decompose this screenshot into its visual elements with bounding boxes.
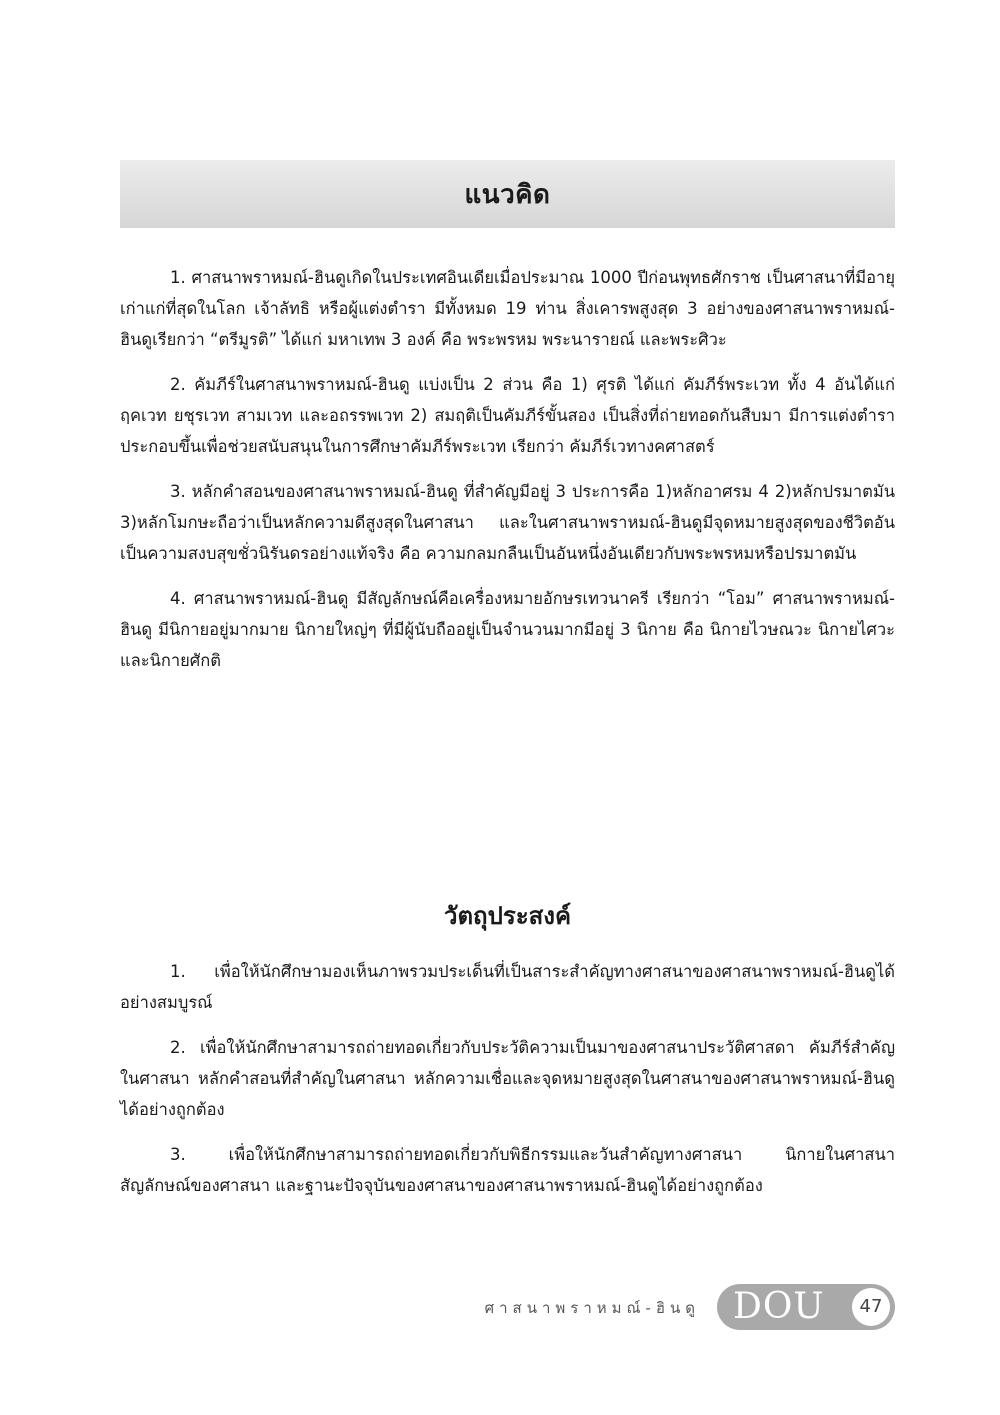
concept-title: แนวคิด bbox=[464, 179, 551, 210]
concept-paragraph-3: 3. หลักคำสอนของศาสนาพราหมณ์-ฮินดู ที่สำคัญมีอยู่ 3 ประการคือ 1)หลักอาศรม 4 2)หลักปรมาตมัน 3)หลักโมกษะถือว่าเป็นหลักความดีสูงสุดในศาสนา และในศาสนาพราหมณ์-ฮินดูมีจุดหมายสูงสุดของชีวิตอันเป็นความสงบสุขชั่วนิรันดรอย่างแท้จริง คือ ความกลมกลืนเป็นอันหนึ่งอันเดียวกับพระพรหมหรือปรมาตมัน bbox=[120, 482, 895, 563]
objective-paragraph-1: 1. เพื่อให้นักศึกษามองเห็นภาพรวมประเด็นที่เป็นสาระสำคัญทางศาสนาของศาสนาพราหมณ์-ฮินดูได้อย่างสมบูรณ์ bbox=[120, 962, 895, 1012]
objective-paragraph-2: 2. เพื่อให้นักศึกษาสามารถถ่ายทอดเกี่ยวกับประวัติความเป็นมาของศาสนาประวัติศาสดา คัมภีร์สำคัญในศาสนา หลักคำสอนที่สำคัญในศาสนา หลักความเชื่อและจุดหมายสูงสุดในศาสนาของศาสนาพราหมณ์-ฮินดูได้อย่างถูกต้อง bbox=[120, 1038, 895, 1119]
page-number: 47 bbox=[852, 1288, 890, 1326]
running-title: ศาสนาพราหมณ์-ฮินดู bbox=[484, 1299, 700, 1317]
dou-logo: DOU bbox=[733, 1286, 825, 1327]
concept-paragraph-2: 2. คัมภีร์ในศาสนาพราหมณ์-ฮินดู แบ่งเป็น 2 ส่วน คือ 1) ศุรติ ได้แก่ คัมภีร์พระเวท ทั้ง 4 อันได้แก่ ฤคเวท ยชุรเวท สามเวท และอถรรพเวท 2) สมฤติเป็นคัมภีร์ขั้นสอง เป็นสิ่งที่ถ่ายทอดกันสืบมา มีการแต่งตำราประกอบขึ้นเพื่อช่วยสนับสนุนในการศึกษาคัมภีร์พระเวท เรียกว่า คัมภีร์เวทางคศาสตร์ bbox=[120, 375, 895, 456]
concept-paragraph-1: 1. ศาสนาพราหมณ์-ฮินดูเกิดในประเทศอินเดียเมื่อประมาณ 1000 ปีก่อนพุทธศักราช เป็นศาสนาที่มีอายุเก่าแก่ที่สุดในโลก เจ้าลัทธิ หรือผู้แต่งตำรา มีทั้งหมด 19 ท่าน สิ่งเคารพสูงสุด 3 อย่างของศาสนาพราหมณ์-ฮินดูเรียกว่า “ตรีมูรติ” ได้แก่ มหาเทพ 3 องค์ คือ พระพรหม พระนารายณ์ และพระศิวะ bbox=[120, 268, 895, 349]
concept-header-banner bbox=[120, 160, 895, 228]
concept-paragraph-4: 4. ศาสนาพราหมณ์-ฮินดู มีสัญลักษณ์คือเครื่องหมายอักษรเทวนาครี เรียกว่า “โอม” ศาสนาพราหมณ์-ฮินดู มีนิกายอยู่มากมาย นิกายใหญ่ๆ ที่มีผู้นับถืออยู่เป็นจำนวนมากมีอยู่ 3 นิกาย คือ นิกายไวษณวะ นิกายไศวะ และนิกายศักติ bbox=[120, 589, 895, 670]
objectives-body bbox=[120, 956, 895, 1215]
concept-body bbox=[120, 262, 895, 690]
page-footer bbox=[0, 1284, 1000, 1330]
objective-paragraph-3: 3. เพื่อให้นักศึกษาสามารถถ่ายทอดเกี่ยวกับพิธีกรรมและวันสำคัญทางศาสนา นิกายในศาสนา สัญลักษณ์ของศาสนา และฐานะปัจจุบันของศาสนาของศาสนาพราหมณ์-ฮินดูได้อย่างถูกต้อง bbox=[120, 1145, 895, 1195]
dou-badge bbox=[717, 1284, 895, 1330]
objectives-title: วัตถุประสงค์ bbox=[443, 902, 572, 930]
